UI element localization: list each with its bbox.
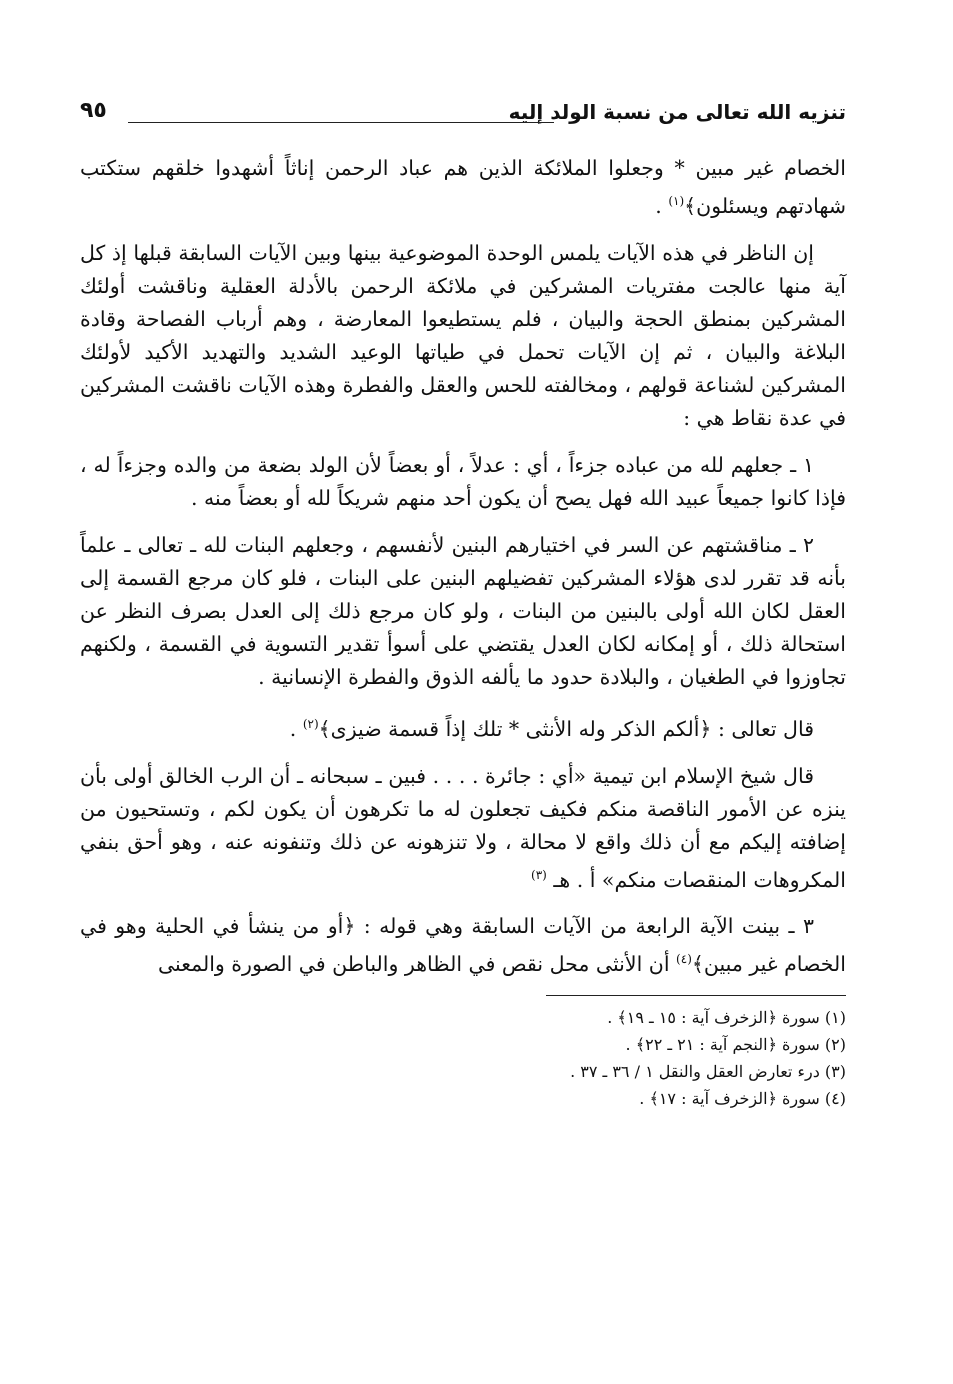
paragraph-2: إن الناظر في هذه الآيات يلمس الوحدة الموضوعية بينها وبين الآيات السابقة قبلها إذ كل آية منها عالجت مفتريات المشركين في ملائكة الرحمن بالأدلة العقلية وناقشت أولئك المشركين بمنطق الحجة والبيان ، فلم يستطيعوا المعارضة ، وهم أرباب الفصاحة وقادة البلاغة والبيان ، ثم إن الآيات تحمل في طياتها الوعيد الشديد والتهديد الأكيد لأولئك المشركين لشناعة قولهم ، ومخالفته للحس والعقل والفطرة وهذه الآيات ناقشت المشركين في عدة نقاط هي :: [80, 240, 846, 430]
footnote-ref-2: (٢): [302, 716, 319, 731]
paragraph-point-1: ١ ـ جعلهم لله من عباده جزءاً ، أي : عدلاً ، أو بعضاً لأن الولد بضعة من والده وجزءاً له ، فإذا كانوا جميعاً عبيد الله فهل يصح أن يكون أحد منهم شريكاً لله أو بعضاً منه .: [80, 452, 846, 510]
header-rule: [128, 122, 554, 123]
paragraph-point-3: ٣ ـ بينت الآية الرابعة من الآيات السابقة وهي قوله : ﴿أو من ينشأ في الحلية وهو في الخصام غير مبين﴾$^{(٤)}$ أن الأنثى محل نقص في الظاهر والباطن في الصورة والمعنى: [80, 914, 846, 977]
footnotes: [80, 1004, 846, 1112]
book-page: [80, 96, 846, 1112]
header-title: تنزيه الله تعالى من نسبة الولد إليه: [508, 100, 846, 124]
footnote-rule: [546, 995, 846, 996]
paragraph-1: الخصام غير مبين * وجعلوا الملائكة الذين هم عباد الرحمن إناثاً أشهدوا خلقهم ستكتب شهادتهم ويسئلون﴾$^{(١)}$ .: [80, 156, 846, 218]
footnote-4: (٤) سورة ﴿الزخرف آية : ١٧﴾ .: [639, 1089, 846, 1109]
footnote-2: (٢) سورة ﴿النجم آية : ٢١ ـ ٢٢﴾ .: [625, 1035, 846, 1055]
paragraph-point-2: ٢ ـ مناقشتهم عن السر في اختيارهم البنين لأنفسهم ، وجعلهم البنات لله ـ تعالى ـ علماً بأنه قد تقرر لدى هؤلاء المشركين تفضيلهم البنين على البنات ، فلو كان مرجع القسمة إلى العقل لكان الله أولى بالبنين من البنات ، ولو كان مرجع ذلك إلى العدل بصرف النظر عن استحالة ذلك ، أو إمكانه لكان العدل يقتضي على أسوأ تقدير التسوية في القسمة ، ولكنهم تجاوزوا في الطغيان ، والبلادة حدود ما يألفه الذوق والفطرة الإنسانية .: [80, 532, 846, 689]
footnote-3: (٣) درء تعارض العقل والنقل ١ / ٣٦ ـ ٣٧ .: [570, 1062, 846, 1082]
footnote-ref-4: (٤): [676, 952, 692, 967]
body-text: [80, 152, 846, 981]
footnote-ref-3: (٣): [531, 867, 547, 882]
paragraph-quote-najm: قال تعالى : ﴿ألكم الذكر وله الأنثى * تلك إذاً قسمة ضيزى﴾$^{(٢)}$ .: [289, 716, 814, 741]
footnote-ref-1: (١): [668, 194, 685, 208]
paragraph-ibn-taymiyya: قال شيخ الإسلام ابن تيمية «أي : جائرة . . . . فبين ـ سبحانه ـ أن الرب الخالق أولى بأن ينزه عن الأمور الناقصة منكم فكيف تجعلون له ما تكرهون أن يكون لكم ، وتستحيون من إضافته إليكم مع أن ذلك واقع لا محالة ، ولا تنزهونه عن ذلك وتنفونه عنه ، وهو أحق بنفي المكروهات المنقصات منكم» أ . هـ $^{(٣)}$: [80, 763, 846, 892]
footnote-1: (١) سورة ﴿الزخرف آية : ١٥ ـ ١٩﴾ .: [607, 1008, 846, 1028]
running-header: [80, 96, 846, 134]
page-number: ٩٥: [80, 98, 107, 123]
